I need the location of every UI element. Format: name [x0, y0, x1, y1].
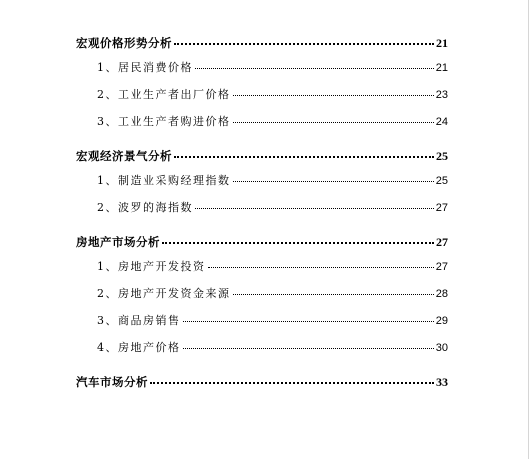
toc-item-producer-purchase-price[interactable] [97, 115, 448, 129]
toc-item-housing-sales[interactable] [97, 314, 448, 328]
toc-section-title: 汽车市场分析 [76, 375, 148, 389]
toc-item-baltic-index[interactable] [97, 201, 448, 215]
toc-page-number: 24 [435, 116, 448, 128]
toc-item-title: 3、工业生产者购进价格 [97, 115, 231, 128]
toc-item-producer-ex-factory-price[interactable] [97, 88, 448, 102]
toc-section-economic-climate[interactable] [76, 149, 448, 163]
toc-item-real-estate-price[interactable] [97, 341, 448, 355]
dot-leader [233, 122, 434, 123]
toc-page-number: 27 [435, 202, 448, 214]
toc-item-title: 2、工业生产者出厂价格 [97, 88, 231, 101]
toc-section-auto-market[interactable] [76, 375, 448, 389]
toc-page-number: 27 [435, 261, 448, 273]
toc-page-number: 25 [436, 149, 448, 163]
toc-section-title: 宏观经济景气分析 [76, 149, 172, 163]
toc-item-title: 2、波罗的海指数 [97, 201, 193, 214]
dot-leader [195, 68, 434, 69]
toc-page-number: 21 [436, 36, 448, 50]
dot-leader [162, 242, 434, 244]
dot-leader [174, 43, 434, 45]
toc-page-number: 33 [436, 375, 448, 389]
toc-item-consumer-price[interactable] [97, 61, 448, 75]
toc-item-title: 3、商品房销售 [97, 314, 181, 327]
toc-item-title: 1、制造业采购经理指数 [97, 174, 231, 187]
dot-leader [233, 95, 434, 96]
dot-leader [195, 208, 434, 209]
toc-page-number: 30 [435, 342, 448, 354]
toc-section-price-analysis[interactable] [76, 36, 448, 50]
dot-leader [183, 321, 434, 322]
toc-page-number: 21 [435, 62, 448, 74]
dot-leader [150, 382, 434, 384]
dot-leader [208, 267, 434, 268]
toc-page-number: 27 [436, 235, 448, 249]
toc-item-title: 4、房地产价格 [97, 341, 181, 354]
toc-section-title: 宏观价格形势分析 [76, 36, 172, 50]
toc-page-number: 29 [435, 315, 448, 327]
toc-item-title: 1、居民消费价格 [97, 61, 193, 74]
toc-item-real-estate-investment[interactable] [97, 260, 448, 274]
toc-item-pmi[interactable] [97, 174, 448, 188]
toc-page-number: 23 [435, 89, 448, 101]
dot-leader [183, 348, 434, 349]
toc-item-real-estate-funding[interactable] [97, 287, 448, 301]
toc-item-title: 1、房地产开发投资 [97, 260, 206, 273]
table-of-contents [76, 0, 450, 459]
toc-page-number: 28 [435, 288, 448, 300]
dot-leader [174, 156, 434, 158]
toc-item-title: 2、房地产开发资金来源 [97, 287, 231, 300]
toc-section-real-estate[interactable] [76, 235, 448, 249]
toc-page-number: 25 [435, 175, 448, 187]
toc-section-title: 房地产市场分析 [76, 235, 160, 249]
dot-leader [233, 294, 434, 295]
dot-leader [233, 181, 434, 182]
